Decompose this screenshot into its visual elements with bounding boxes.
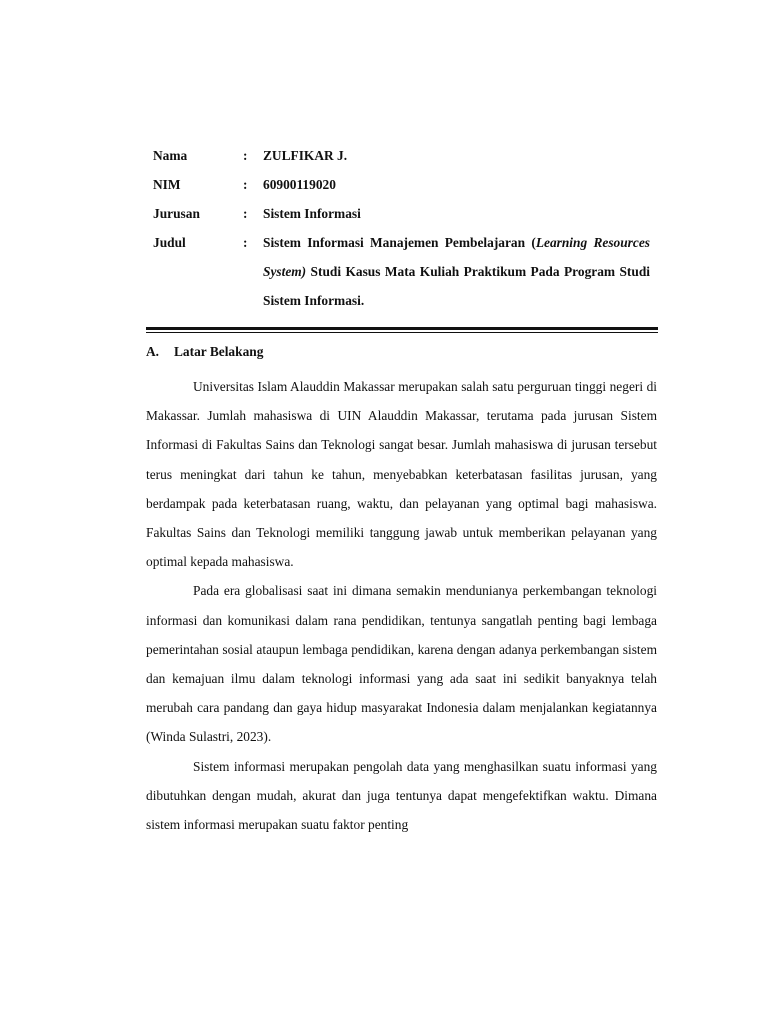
- jurusan-label: Jurusan: [153, 206, 200, 221]
- jurusan-colon: :: [243, 206, 248, 221]
- nama-colon: :: [243, 148, 248, 163]
- paragraph-2: Pada era globalisasi saat ini dimana semakin mendunianya perkembangan teknologi informasi dan komunikasi dalam rana pendidikan, tentunya sangatlah penting bagi lembaga pemerintahan sosial ataupun lembaga pendidikan, karena dengan adanya perkembangan sistem dan kemajuan ilmu dalam teknologi informasi yang ada saat ini sedikit banyaknya telah merubah cara pandang dan gaya hidup masyarakat Indonesia dalam menjalankan kegiatannya (Winda Sulastri, 2023).: [146, 583, 657, 745]
- section-number: A.: [146, 344, 160, 359]
- section-heading: [146, 342, 263, 361]
- judul-label: Judul: [153, 235, 186, 250]
- meta-row-nim: [153, 175, 650, 194]
- header-divider-thin: [146, 332, 658, 333]
- jurusan-value: Sistem Informasi: [263, 206, 361, 221]
- nim-colon: :: [243, 177, 248, 192]
- judul-colon: :: [243, 235, 248, 250]
- judul-text-part2: Studi Kasus Mata Kuliah Praktikum Pada Program Studi Sistem Informasi.: [263, 264, 650, 308]
- meta-row-judul: [153, 233, 650, 315]
- judul-value: [263, 228, 650, 315]
- judul-text-part1: Sistem Informasi Manajemen Pembelajaran (: [263, 235, 536, 250]
- paragraph-1: Universitas Islam Alauddin Makassar merupakan salah satu perguruan tinggi negeri di Makassar. Jumlah mahasiswa di UIN Alauddin Makassar, terutama pada jurusan Sistem Informasi di Fakultas Sains dan Teknologi sangat besar. Jumlah mahasiswa di jurusan tersebut terus meningkat dari tahun ke tahun, menyebabkan keterbatasan fasilitas jurusan, yang berdampak pada keterbatasan ruang, waktu, dan pelayanan yang optimal bagi mahasiswa. Fakultas Sains dan Teknologi memiliki tanggung jawab untuk memberikan pelayanan yang optimal kepada mahasiswa.: [146, 379, 657, 570]
- judul-text-italic: Learning Resources System): [263, 235, 650, 279]
- header-divider-thick: [146, 327, 658, 330]
- meta-row-jurusan: [153, 204, 650, 223]
- nama-value: ZULFIKAR J.: [263, 148, 348, 163]
- student-info-block: [153, 146, 650, 325]
- paragraph-3: Sistem informasi merupakan pengolah data yang menghasilkan suatu informasi yang dibutuhkan dengan mudah, akurat dan juga tentunya dapat mengefektifkan waktu. Dimana sistem informasi merupakan suatu faktor penting: [146, 758, 657, 833]
- nim-label: NIM: [153, 177, 181, 192]
- body-text: [146, 372, 657, 839]
- section-title: Latar Belakang: [174, 344, 264, 359]
- nim-value: 60900119020: [263, 177, 336, 192]
- meta-row-nama: [153, 146, 650, 165]
- nama-label: Nama: [153, 148, 188, 163]
